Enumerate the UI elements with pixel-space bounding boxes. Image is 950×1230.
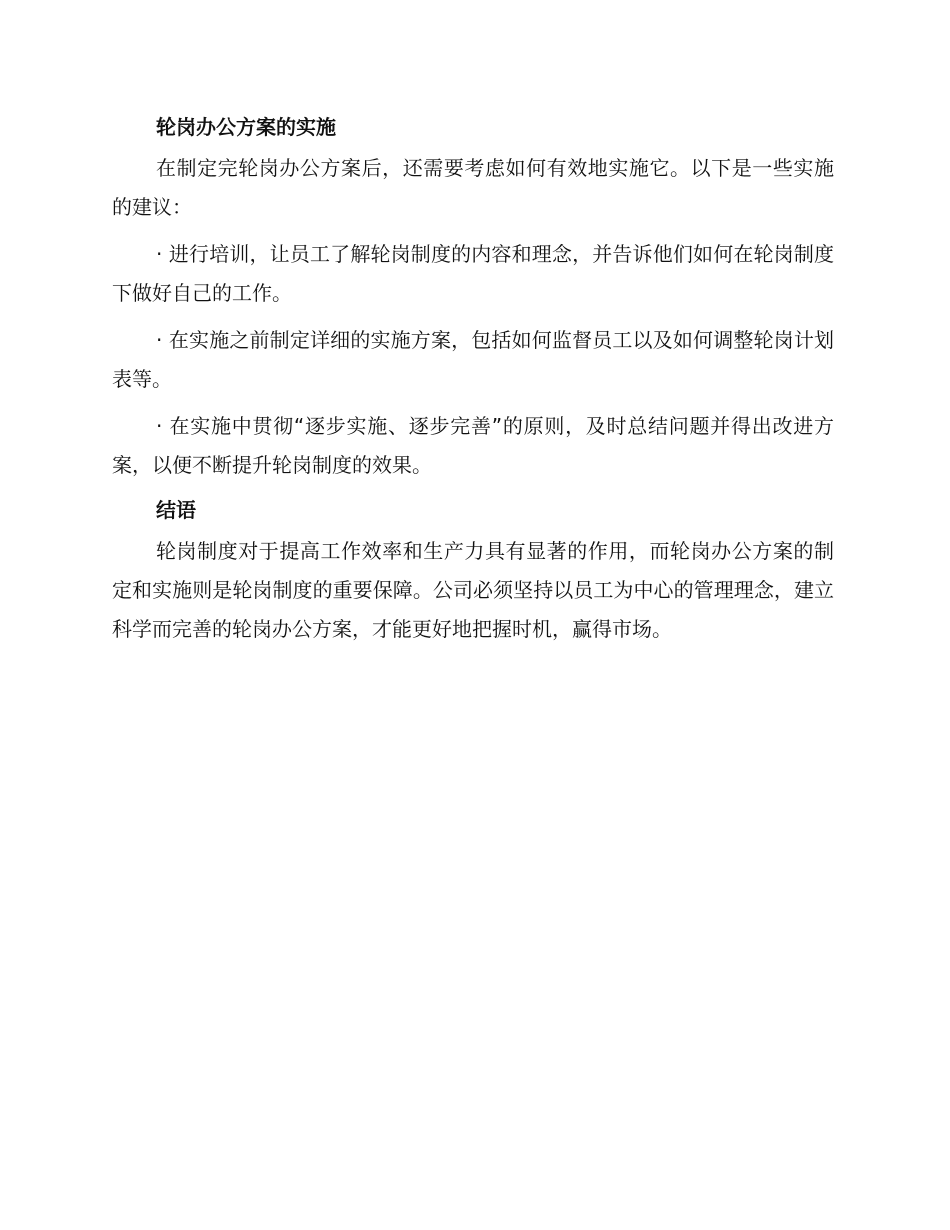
section-heading-conclusion: 结语 — [156, 498, 196, 522]
bullet-item-training: · 进行培训，让员工了解轮岗制度的内容和理念，并告诉他们如何在轮岗制度下做好自己的工作。 — [112, 242, 834, 305]
section-heading-implementation: 轮岗办公方案的实施 — [156, 115, 336, 139]
conclusion-paragraph: 轮岗制度对于提高工作效率和生产力具有显著的作用，而轮岗办公方案的制定和实施则是轮岗制度的重要保障。公司必须坚持以员工为中心的管理理念，建立科学而完善的轮岗办公方案，才能更好地把握时机，赢得市场。 — [112, 539, 834, 641]
document-content — [112, 110, 834, 657]
bullet-item-plan: · 在实施之前制定详细的实施方案，包括如何监督员工以及如何调整轮岗计划表等。 — [112, 328, 834, 391]
intro-paragraph: 在制定完轮岗办公方案后，还需要考虑如何有效地实施它。以下是一些实施的建议： — [112, 156, 834, 219]
bullet-item-principle: · 在实施中贯彻“逐步实施、逐步完善”的原则，及时总结问题并得出改进方案，以便不断提升轮岗制度的效果。 — [112, 414, 834, 477]
